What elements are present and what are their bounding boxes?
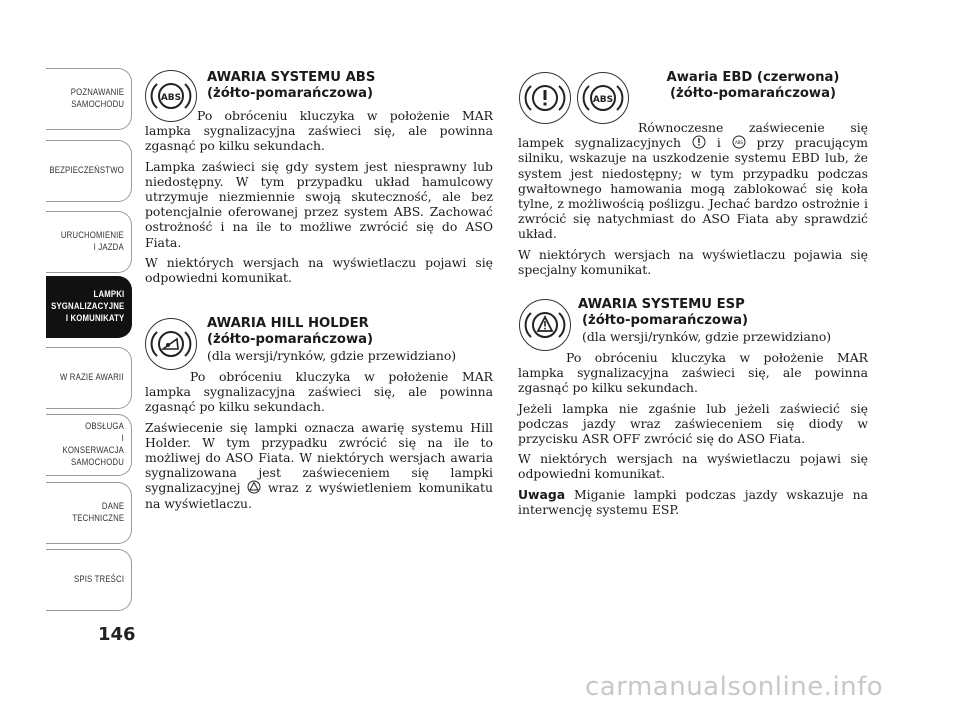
esp-paragraph-2: Jeżeli lampka nie zgaśnie lub jeżeli zaświecić się podczas jazdy wraz zaświeceniem się diody w przycisku ASR OFF zwrócić się do ASO Fiata. bbox=[518, 400, 868, 447]
tab-poznawanie-samochodu[interactable]: POZNAWANIE SAMOCHODU bbox=[46, 68, 132, 130]
tab-lampki-sygnalizacyjne[interactable]: LAMPKI SYGNALIZACYJNE I KOMUNIKATY bbox=[46, 276, 132, 338]
hill-holder-paragraph-1: Po obróceniu kluczyka w położenie MAR lampka sygnalizacyjna zaświeci się, ale powinna zgasnąć po kilku sekundach. bbox=[145, 369, 493, 415]
abs-section bbox=[145, 70, 493, 290]
svg-text:ABS: ABS bbox=[160, 93, 182, 103]
chapter-sidebar bbox=[0, 0, 135, 709]
esp-warning-icon bbox=[247, 480, 261, 494]
hill-holder-paragraph-2: Zaświecenie się lampki oznacza awarię systemu Hill Holder. W tym przypadku zwrócić się na ile to możliwej do ASO Fiata. W niektórych wersjach awaria sygnalizowana jest zaświeceniem się lampki sygnalizacyjnej wraz z wyświetleniem komunikatu na wyświetlaczu. bbox=[145, 419, 493, 511]
ebd-subtitle: (żółto-pomarańczowa) bbox=[669, 86, 837, 101]
tab-obsluga-i-konserwacja[interactable]: OBSŁUGA I KONSERWACJA SAMOCHODU bbox=[46, 414, 132, 476]
abs-paragraph-3: W niektórych wersjach na wyświetlaczu pojawi się odpowiedni komunikat. bbox=[145, 254, 493, 286]
brake-warning-icon bbox=[692, 135, 706, 149]
tab-uruchomienie-i-jazda[interactable]: URUCHOMIENIE I JAZDA bbox=[46, 211, 132, 273]
ebd-paragraph-1: Równoczesne zaświecenie się lampek sygnalizacyjnych i ABS przy pracującym silniku, wskazuje na uszkodzenie systemu EBD lub, że system jest niedostępny; w tym przypadku podczas gwałtownego hamowania mogą zablokować się koła tylne, z możliwością poślizgu. Jechać bardzo ostrożnie i zwrócić się natychmiast do ASO Fiata aby sprawdzić układ. bbox=[518, 120, 868, 242]
esp-title: AWARIA SYSTEMU ESP bbox=[578, 297, 745, 312]
page-number: 146 bbox=[98, 624, 136, 645]
abs-icon bbox=[732, 135, 746, 149]
hill-holder-title: AWARIA HILL HOLDER bbox=[207, 316, 369, 331]
ebd-title: Awaria EBD (czerwona) bbox=[666, 70, 840, 85]
abs-paragraph-2: Lampka zaświeci się gdy system jest niesprawny lub niedostępny. W tym przypadku układ hamulcowy utrzymuje niezmiennie swoją skuteczność, ale bez potencjalnie oferowanej przez system ABS. Zachować ostrożność i na ile to możliwe zwrócić się do ASO Fiata. bbox=[145, 158, 493, 250]
svg-text:ABS: ABS bbox=[734, 140, 743, 146]
tab-dane-techniczne[interactable]: DANE TECHNICZNE bbox=[46, 482, 132, 544]
note-label: Uwaga bbox=[518, 486, 566, 502]
esp-paragraph-1: Po obróceniu kluczyka w położenie MAR lampka sygnalizacyjna zaświeci się, ale powinna zgasnąć po kilku sekundach. bbox=[518, 350, 868, 396]
watermark: carmanualsonline.info bbox=[585, 672, 884, 702]
esp-note: (dla wersji/rynków, gdzie przewidziano) bbox=[582, 329, 832, 344]
tab-bezpieczenstwo[interactable]: BEZPIECZEŃSTWO bbox=[46, 140, 132, 202]
tab-spis-tresci[interactable]: SPIS TREŚCI bbox=[46, 549, 132, 611]
abs-subtitle: (żółto-pomarańczowa) bbox=[207, 86, 374, 101]
esp-subtitle: (żółto-pomarańczowa) bbox=[582, 313, 749, 328]
ebd-section bbox=[518, 70, 868, 282]
hill-holder-subtitle: (żółto-pomarańczowa) bbox=[207, 332, 374, 347]
ebd-paragraph-2: W niektórych wersjach na wyświetlaczu pojawia się specjalny komunikat. bbox=[518, 246, 868, 277]
esp-note-paragraph: Uwaga Miganie lampki podczas jazdy wskazuje na interwencję systemu ESP. bbox=[518, 486, 868, 517]
tab-w-razie-awarii[interactable]: W RAZIE AWARII bbox=[46, 347, 132, 409]
abs-paragraph-1: Po obróceniu kluczyka w położenie MAR lampka sygnalizacyjna zaświeci się, ale powinna zgasnąć po kilku sekundach. bbox=[145, 108, 493, 154]
svg-text:ABS: ABS bbox=[592, 95, 614, 105]
hill-holder-note: (dla wersji/rynków, gdzie przewidziano) bbox=[207, 348, 457, 363]
esp-section bbox=[518, 297, 868, 522]
hill-holder-section bbox=[145, 316, 493, 516]
esp-paragraph-3: W niektórych wersjach na wyświetlaczu pojawi się odpowiedni komunikat. bbox=[518, 451, 868, 482]
abs-title: AWARIA SYSTEMU ABS bbox=[207, 70, 376, 85]
